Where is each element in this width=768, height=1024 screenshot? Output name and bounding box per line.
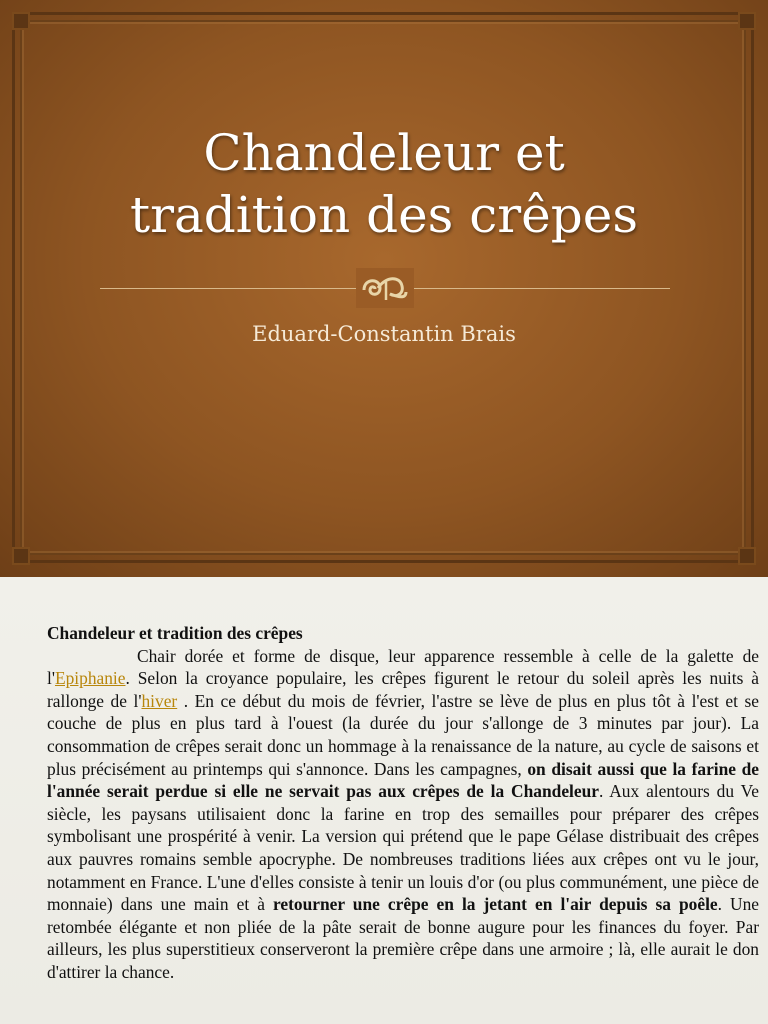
flourish-ornament-icon (356, 268, 414, 308)
frame-corner (738, 12, 756, 30)
slide-title-line-1: Chandeleur et (203, 124, 565, 182)
frame-corner (738, 547, 756, 565)
slide-author: Eduard-Constantin Brais (252, 322, 516, 346)
document-heading: Chandeleur et tradition des crêpes (47, 623, 303, 643)
link-hiver[interactable]: hiver (141, 690, 178, 711)
document-body (47, 622, 759, 984)
text-segment: Chair dorée et forme de disque, leur apparence ressemble à celle de la galette de l' (47, 645, 759, 689)
slide-title (60, 122, 708, 246)
link-epiphanie[interactable]: Epiphanie (54, 668, 126, 689)
text-segment: . Aux alentours du Ve siècle, les paysans utilisaient donc la farine en trop des semailles pour préparer des crêpes symbolisant une prospérité à venir. La version qui prétend que le pape Gélase distribuait des crêpes aux pauvres romains semble apocryphe. De nombreuses traditions liées aux crêpes ont vu le jour, notamment en France. L'une d'elles consiste à tenir un louis d'or (ou plus communément, une pièce de monnaie) dans une main et à (47, 781, 759, 915)
text-segment: . Selon la croyance populaire, les crêpes figurent le retour du soleil après les nuits à rallonge de l' (47, 668, 759, 711)
frame-corner (12, 547, 30, 565)
text-segment: . Une retombée élégante et non pliée de la pâte serait de bonne augure pour les finances du foyer. Par ailleurs, les plus superstitieux conserveront la première crêpe dans une armoire ; là, elle aurait le don d'attirer la chance. (47, 894, 759, 982)
bold-segment: retourner une crêpe en la jetant en l'air depuis sa poêle (272, 894, 718, 915)
frame-corner (12, 12, 30, 30)
text-segment: . En ce début du mois de février, l'astre se lève de plus en plus tôt à l'est et se couche de plus en plus tard à l'ouest (la durée du jour s'allonge de 3 minutes par jour). La consommation de crêpes serait donc un hommage à la renaissance de la nature, au cycle de saisons et plus précisément au printemps qui s'annonce. Dans les campagnes, (47, 690, 759, 779)
slide-title-line-2: tradition des crêpes (130, 186, 638, 244)
bold-segment: on disait aussi que la farine de l'année serait perdue si elle ne servait pas aux crêpes de la Chandeleur (47, 758, 759, 802)
